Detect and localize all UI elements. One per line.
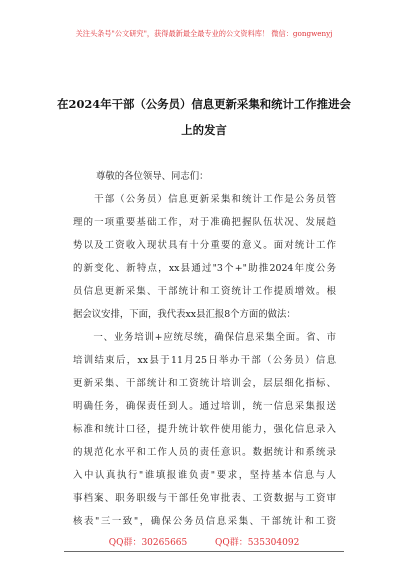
qq-group-2: QQ群：535304092 [215, 538, 300, 548]
footer-contacts [0, 535, 408, 548]
body-line: 的规范化水平和工作人员的责任意识。数据统计和系统录 [73, 447, 336, 458]
body-line: 的新变化、新特点，xx县通过"3个+"助推2024年度公务 [73, 263, 336, 274]
body-line: 入中认真执行"谁填报谁负责"要求，坚持基本信息与人 [73, 470, 336, 481]
body-line: 事档案、职务职级与干部任免审批表、工资数据与工资审 [73, 493, 336, 504]
body-line: 干部（公务员）信息更新采集和统计工作是公务员管 [73, 194, 336, 205]
body-line: 员信息更新采集、干部统计和工资统计工作提质增效。根 [73, 286, 336, 297]
document-title-line-1: 在2024年干部（公务员）信息更新采集和统计工作推进会 [57, 97, 351, 111]
body-line: 理的一项重要基础工作，对于准确把握队伍状况、发展趋 [73, 217, 336, 228]
body-line: 培训结束后，xx县于11月25日举办干部（公务员）信息 [73, 355, 336, 366]
header-note: 关注头条号"公文研究"，获得最新最全最专业的公文资料库！ 微信：gongwenyj [75, 29, 333, 38]
body-line: 势以及工资收入现状具有十分重要的意义。面对统计工作 [73, 240, 336, 251]
qq-group-1: QQ群：30265665 [108, 538, 188, 548]
body-line: 明确任务，确保责任到人。通过培训，统一信息采集报送 [73, 401, 336, 412]
body-line: 核表"三一致"，确保公务员信息采集、干部统计和工资 [73, 516, 336, 527]
document-title-line-2: 上的发言 [181, 123, 227, 137]
section-heading-line: 一、业务培训+应统尽统，确保信息采集全面。省、市 [73, 332, 336, 343]
body-line: 更新采集、干部统计和工资统计培训会，层层细化指标、 [73, 378, 336, 389]
body-line: 据会议安排，下面，我代表xx县汇报8个方面的做法： [73, 309, 296, 320]
salutation: 尊敬的各位领导、同志们： [96, 171, 209, 182]
footer-divider [64, 551, 344, 552]
body-line: 标准和统计口径，提升统计软件使用能力，强化信息录入 [73, 424, 336, 435]
